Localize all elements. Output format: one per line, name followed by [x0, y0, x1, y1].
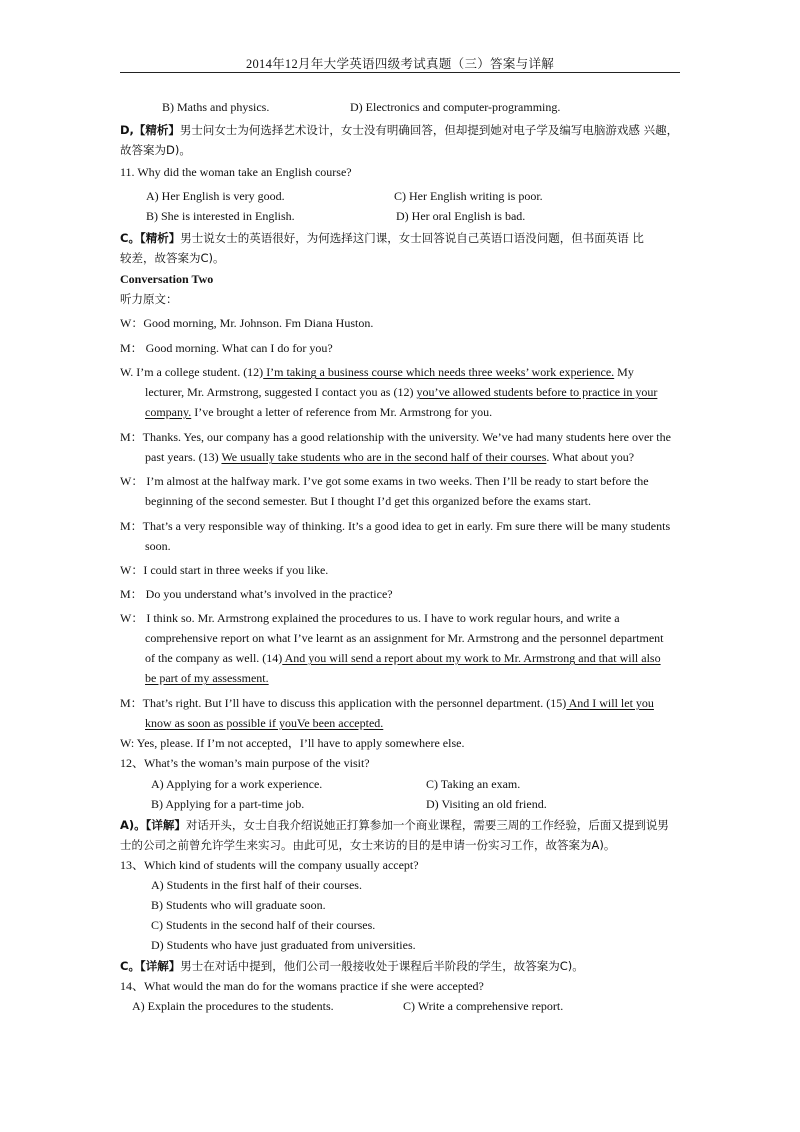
q11-option-a: A) Her English is very good. [146, 189, 285, 203]
underlined-answer: company. [145, 405, 192, 419]
q14-option-a: A) Explain the procedures to the students. [132, 999, 334, 1013]
q12-answer-line2: 士的公司之前曾允许学生来实习。由此可见，女士来访的目的是申请一份实习工作，故答案为A)。 [120, 838, 616, 852]
answer-label: A)。【详解】 [120, 818, 186, 832]
dialogue-text: lecturer, Mr. Armstrong, suggested I contact you as (12) [145, 385, 417, 399]
dialogue-w2-line3 [145, 403, 492, 421]
dialogue-w4: W：I could start in three weeks if you like. [120, 563, 329, 577]
q13-option-a: A) Students in the first half of their courses. [151, 878, 362, 892]
q11-question: 11. Why did the woman take an English course? [120, 165, 352, 179]
q11-option-b: B) She is interested in English. [146, 209, 295, 223]
q12-option-b: B) Applying for a part-time job. [151, 797, 305, 811]
section-title [120, 270, 213, 288]
q10-answer-line1 [120, 121, 680, 139]
dialogue-m5-line2 [145, 714, 383, 732]
dialogue-text: I’ve brought a letter of reference from Mr. Armstrong for you. [191, 405, 493, 419]
q12-option-a: A) Applying for a work experience. [151, 777, 323, 791]
q11-option-c: C) Her English writing is poor. [394, 189, 543, 203]
q14-question: 14、What would the man do for the womans practice if she were accepted? [120, 979, 484, 993]
dialogue-m3-line2: soon. [145, 539, 171, 553]
underlined-answer: be part of my assessment. [145, 671, 269, 685]
q14-option-c: C) Write a comprehensive report. [403, 999, 564, 1013]
underlined-answer: I’m taking a business course which needs three weeks’ work experience. [263, 365, 615, 379]
header-rule [120, 72, 680, 73]
dialogue-m2-line2 [145, 448, 634, 466]
q10-answer-line2: 故答案为D)。 [120, 143, 191, 157]
dialogue-text: W. I’m a college student. (12) [120, 365, 264, 379]
dialogue-w2-line1 [120, 363, 680, 381]
dialogue-w5-line4 [145, 669, 269, 687]
dialogue-text: . What about you? [546, 450, 635, 464]
section-title-text: Conversation Two [120, 272, 214, 286]
dialogue-w2-line2 [145, 383, 657, 401]
dialogue-text: of the company as well. (14) [145, 651, 283, 665]
dialogue-w5-line3 [145, 649, 661, 667]
q10-option-b: B) Maths and physics. [162, 100, 270, 114]
underlined-answer: you’ve allowed students before to practice in your [416, 385, 658, 399]
dialogue-text: M：That’s right. But I’ll have to discuss this application with the personnel department. (15) [120, 696, 567, 710]
underlined-answer: We usually take students who are in the second half of their courses [221, 450, 547, 464]
q12-question: 12、What’s the woman’s main purpose of the visit? [120, 756, 370, 770]
underlined-answer: And you will send a report about my work to Mr. Armstrong and that will also [282, 651, 661, 665]
dialogue-m4: M： Do you understand what’s involved in the practice? [120, 587, 393, 601]
q13-question: 13、Which kind of students will the company usually accept? [120, 858, 419, 872]
answer-text: 男士在对话中提到，他们公司一般接收处于课程后半阶段的学生，故答案为C)。 [180, 959, 584, 973]
dialogue-w3-line2: beginning of the second semester. But I thought I’d get this organized before the exams start. [145, 494, 591, 508]
answer-label: D,【精析】 [120, 123, 180, 137]
dialogue-m5-line1 [120, 694, 654, 712]
answer-label: C。【详解】 [120, 959, 181, 973]
answer-text: 男士说女士的英语很好，为何选择这门课，女士回答说自己英语口语没问题，但书面英语 比 [180, 231, 644, 245]
q13-answer [120, 957, 584, 975]
dialogue-w1: W：Good morning, Mr. Johnson. Fm Diana Huston. [120, 316, 374, 330]
dialogue-w3-line1: W： I’m almost at the halfway mark. I’ve got some exams in two weeks. Then I’ll be ready to start before the [120, 474, 649, 488]
transcript-label: 听力原文： [120, 292, 178, 306]
q12-option-d: D) Visiting an old friend. [426, 797, 547, 811]
q12-answer-line1 [120, 816, 680, 834]
page-header: 2014年12月年大学英语四级考试真题（三）答案与详解 [245, 57, 555, 71]
q10-option-d: D) Electronics and computer-programming. [350, 100, 561, 114]
dialogue-w6: W: Yes, please. If I’m not accepted，I’ll have to apply somewhere else. [120, 736, 465, 750]
dialogue-m3-line1: M：That’s a very responsible way of thinking. It’s a good idea to get in early. Fm sure there will be many students [120, 519, 671, 533]
dialogue-m1: M： Good morning. What can I do for you? [120, 341, 333, 355]
q13-option-c: C) Students in the second half of their courses. [151, 918, 376, 932]
underlined-answer: And I will let you [566, 696, 654, 710]
dialogue-m2-line1: M：Thanks. Yes, our company has a good relationship with the university. We’ve had many students here over the [120, 430, 671, 444]
answer-text: 男士问女士为何选择艺术设计，女士没有明确回答，但却提到她对电子学及编写电脑游戏感 兴趣， [179, 123, 679, 137]
q11-answer-line2: 较差，故答案为C)。 [120, 251, 225, 265]
answer-text: 对话开头，女士自我介绍说她正打算参加一个商业课程，需要三周的工作经验，后面又提到说男 [185, 818, 669, 832]
q11-option-d: D) Her oral English is bad. [396, 209, 526, 223]
underlined-answer: know as soon as possible if youVe been accepted. [145, 716, 384, 730]
q13-option-b: B) Students who will graduate soon. [151, 898, 326, 912]
dialogue-w5-line1: W： I think so. Mr. Armstrong explained the procedures to us. I have to work regular hours, and write a [120, 611, 620, 625]
q12-option-c: C) Taking an exam. [426, 777, 521, 791]
dialogue-text: My [614, 365, 634, 379]
answer-label: C。【精析】 [120, 231, 181, 245]
dialogue-w5-line2: comprehensive report on what I’ve learnt as an assignment for Mr. Armstrong and the personnel department [145, 631, 664, 645]
q13-option-d: D) Students who have just graduated from universities. [151, 938, 416, 952]
dialogue-text: past years. (13) [145, 450, 222, 464]
q11-answer-line1 [120, 229, 680, 247]
